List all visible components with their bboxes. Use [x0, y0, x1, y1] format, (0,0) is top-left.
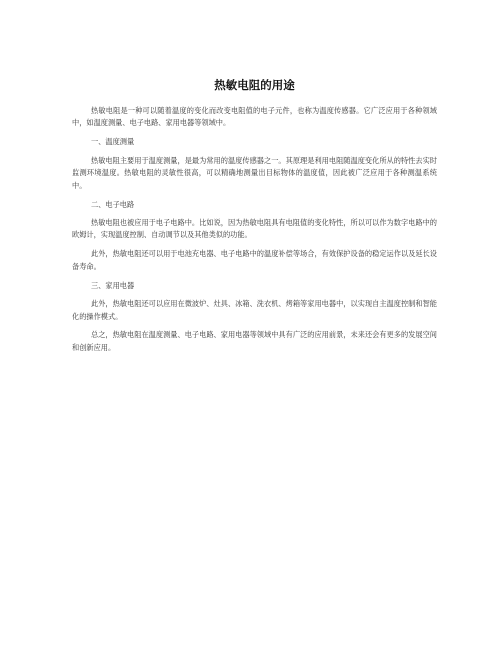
section-paragraph: 热敏电阻也被应用于电子电路中。比如说，因为热敏电阻具有电阻值的变化特性，所以可以作为数字电路中的欧姆计，实现温度控制、自动调节以及其他类似的功能。 [72, 218, 437, 240]
section-paragraph: 此外，热敏电阻还可以用于电池充电器、电子电路中的温度补偿等场合，有效保护设备的稳定运作以及延长设备寿命。 [72, 249, 437, 271]
section-heading-appliances: 三、家用电器 [91, 280, 135, 290]
section-paragraph: 此外，热敏电阻还可以应用在微波炉、灶具、冰箱、洗衣机、烤箱等家用电器中，以实现自主温度控制和智能化的操作模式。 [72, 299, 437, 321]
conclusion-paragraph: 总之，热敏电阻在温度测量、电子电路、家用电器等领域中具有广泛的应用前景，未来还会有更多的发展空间和创新应用。 [72, 330, 437, 352]
intro-paragraph: 热敏电阻是一种可以随着温度的变化而改变电阻值的电子元件，也称为温度传感器。它广泛应用于各种领域中，如温度测量、电子电路、家用电器等领域中。 [72, 106, 437, 128]
section-heading-electronics: 二、电子电路 [91, 199, 135, 209]
section-paragraph: 热敏电阻主要用于温度测量，是最为常用的温度传感器之一。其原理是利用电阻随温度变化所从的特性去实时监测环境温度。热敏电阻的灵敏性很高，可以精确地测量出目标物体的温度值，因此被广泛应用于各种测温系统中。 [72, 155, 437, 190]
document-title: 热敏电阻的用途 [214, 78, 295, 92]
section-heading-temperature: 一、温度测量 [91, 137, 135, 147]
